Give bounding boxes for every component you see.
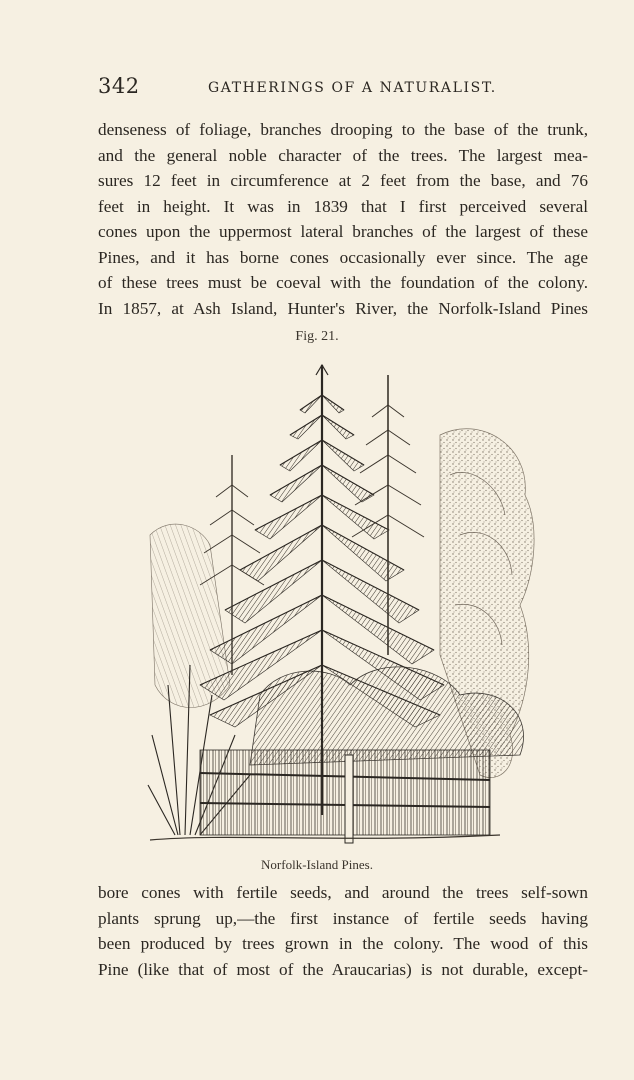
paragraph-before-figure [98,117,588,321]
text-line: bore cones with fertile seeds, and around the trees self-sown [98,883,588,902]
text-line: and the general noble character of the trees. The largest mea- [98,145,588,165]
ground [150,835,500,840]
paragraph-after-figure [98,880,588,982]
figure-caption: Norfolk-Island Pines. [261,857,373,872]
text-line: denseness of foliage, branches drooping to the base of the trunk, [98,120,588,139]
text-line: cones upon the uppermost lateral branches of the largest of these [98,222,588,241]
running-head: GATHERINGS OF A NATURALIST. [208,80,497,96]
text-line: Pine (like that of most of the Araucarias) is not durable, except- [98,959,588,979]
text-line: of these trees must be coeval with the foundation of the colony. [98,273,588,292]
page-header [98,70,594,100]
text-line: been produced by trees grown in the colony. The wood of this [98,934,588,953]
text-line: In 1857, at Ash Island, Hunter's River, the Norfolk-Island Pines [98,298,588,318]
wooden-fence [200,750,490,843]
page-number: 342 [98,74,140,98]
text-line: plants sprung up,—the first instance of fertile seeds having [98,908,588,928]
text-line: sures 12 feet in circumference at 2 feet from the base, and 76 [98,171,588,190]
text-line: feet in height. It was in 1839 that I first perceived several [98,196,588,216]
figure-label: Fig. 21. [295,329,339,344]
text-line: Pines, and it has borne cones occasionally ever since. The age [98,247,588,267]
norfolk-island-pines-illustration [140,355,540,855]
